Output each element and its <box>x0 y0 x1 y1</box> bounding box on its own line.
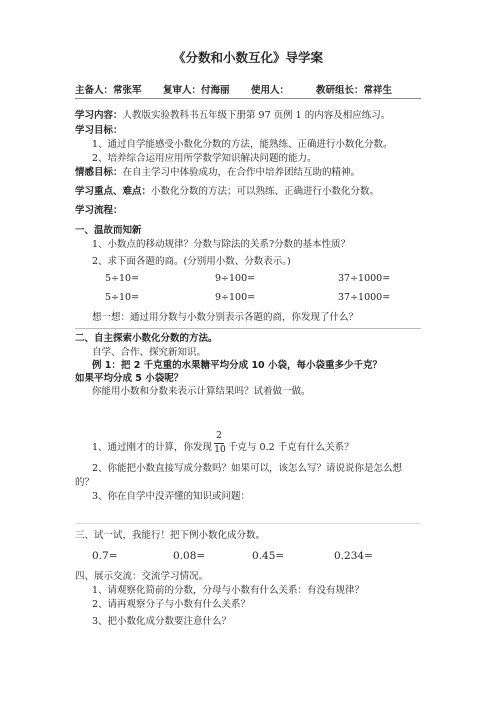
process-label: 学习流程： <box>75 205 123 216</box>
reviewer-label: 复审人：付海丽 <box>163 85 230 96</box>
section2-p2: 2、你能把小数直接写成分数吗？如果可以，该怎么写？请说说你是怎么想 <box>92 463 403 474</box>
content-text: 人教版实验教科书五年级下册第 97 页例 1 的内容及相应练习。 <box>122 110 391 121</box>
content-line <box>75 110 390 122</box>
exercise-item: 0.45= <box>252 550 285 562</box>
section1-question: 1、小数点的移动规律？分数与除法的关系?分数的基本性质？ <box>92 239 351 250</box>
user-label: 使用人： <box>251 85 290 96</box>
section4-heading: 四、展示交流：交流学习情况。 <box>75 571 209 582</box>
calc-cell: 9÷100= <box>215 292 256 303</box>
section2-p3: 3、你在自学中没弄懂的知识或问题： <box>92 491 251 502</box>
keypoints-label: 学习重点、难点： <box>75 186 152 197</box>
fraction-bar <box>214 443 224 444</box>
example-text: 如果平均分成 5 小袋呢？ <box>75 373 184 384</box>
leader-label: 教研组长：常祥生 <box>316 85 393 96</box>
keypoints-text: 小数化分数的方法；可以熟练、正确进行小数化分数。 <box>151 186 380 197</box>
fraction-numerator: 2 <box>216 431 222 441</box>
exercise-item: 0.7= <box>92 550 118 562</box>
page-title: 《分数和小数互化》导学案 <box>172 50 323 65</box>
calc-cell: 5÷10= <box>105 292 140 303</box>
exercise-item: 0.08= <box>173 550 206 562</box>
keypoints-line <box>75 186 379 198</box>
section2-p2-cont: 的？ <box>75 477 95 488</box>
section-divider <box>75 523 421 524</box>
calc-cell: 9÷100= <box>215 273 256 284</box>
fraction-denominator: 10 <box>214 445 226 455</box>
section3-heading: 三、试一试，我能行！把下例小数化成分数。 <box>75 530 266 541</box>
exercise-item: 0.234= <box>334 550 373 562</box>
section2-heading: 二、自主探索小数化分数的方法。 <box>75 333 218 344</box>
emotion-text: 在自主学习中体验成功，在合作中培养团结互助的精神。 <box>122 167 361 178</box>
header-divider <box>75 98 421 99</box>
section1-think: 想一想：通过用分数与小数分别表示各题的商，你发现了什么？ <box>92 312 359 323</box>
goals-label: 学习目标： <box>75 125 123 136</box>
goal-item: 1、通过自学能感受小数化分数的方法，能熟练、正确进行小数化分数。 <box>92 139 393 150</box>
section4-item: 2、请再观察分子与小数有什么关系？ <box>92 599 251 610</box>
content-label: 学习内容： <box>75 110 123 121</box>
emotion-label: 情感目标： <box>75 167 123 178</box>
p1-prefix: 1、通过刚才的计算，你发现 <box>92 442 213 453</box>
section-divider <box>75 328 421 329</box>
example-text: 例 1：把 2 千克重的水果糖平均分成 10 小袋，每小袋重多少千克？ <box>92 360 382 371</box>
calc-cell: 37÷1000= <box>338 273 391 284</box>
host-label: 主备人：常张军 <box>75 85 142 96</box>
section2-p1 <box>92 442 212 454</box>
goal-item: 2、培养综合运用应用所学数学知识解决问题的能力。 <box>92 153 317 164</box>
section4-item: 1、请观察化简前的分数，分母与小数有什么关系：有没有规律？ <box>92 585 365 596</box>
section1-heading: 一、温故而知新 <box>75 225 142 236</box>
calc-cell: 5÷10= <box>105 273 140 284</box>
section4-item: 3、把小数化成分数要注意什么？ <box>92 616 232 627</box>
p1-suffix: 千克与 0.2 千克有什么关系？ <box>228 442 354 453</box>
section1-question: 2、求下面各题的商。(分别用小数、分数表示。) <box>92 256 291 267</box>
emotion-line <box>75 167 360 179</box>
section2-sub: 自学、合作、探究新知识。 <box>92 347 207 358</box>
section2-ask: 你能用小数和分数来表示计算结果吗？试着做一做。 <box>92 386 311 397</box>
calc-cell: 37÷1000= <box>338 292 391 303</box>
